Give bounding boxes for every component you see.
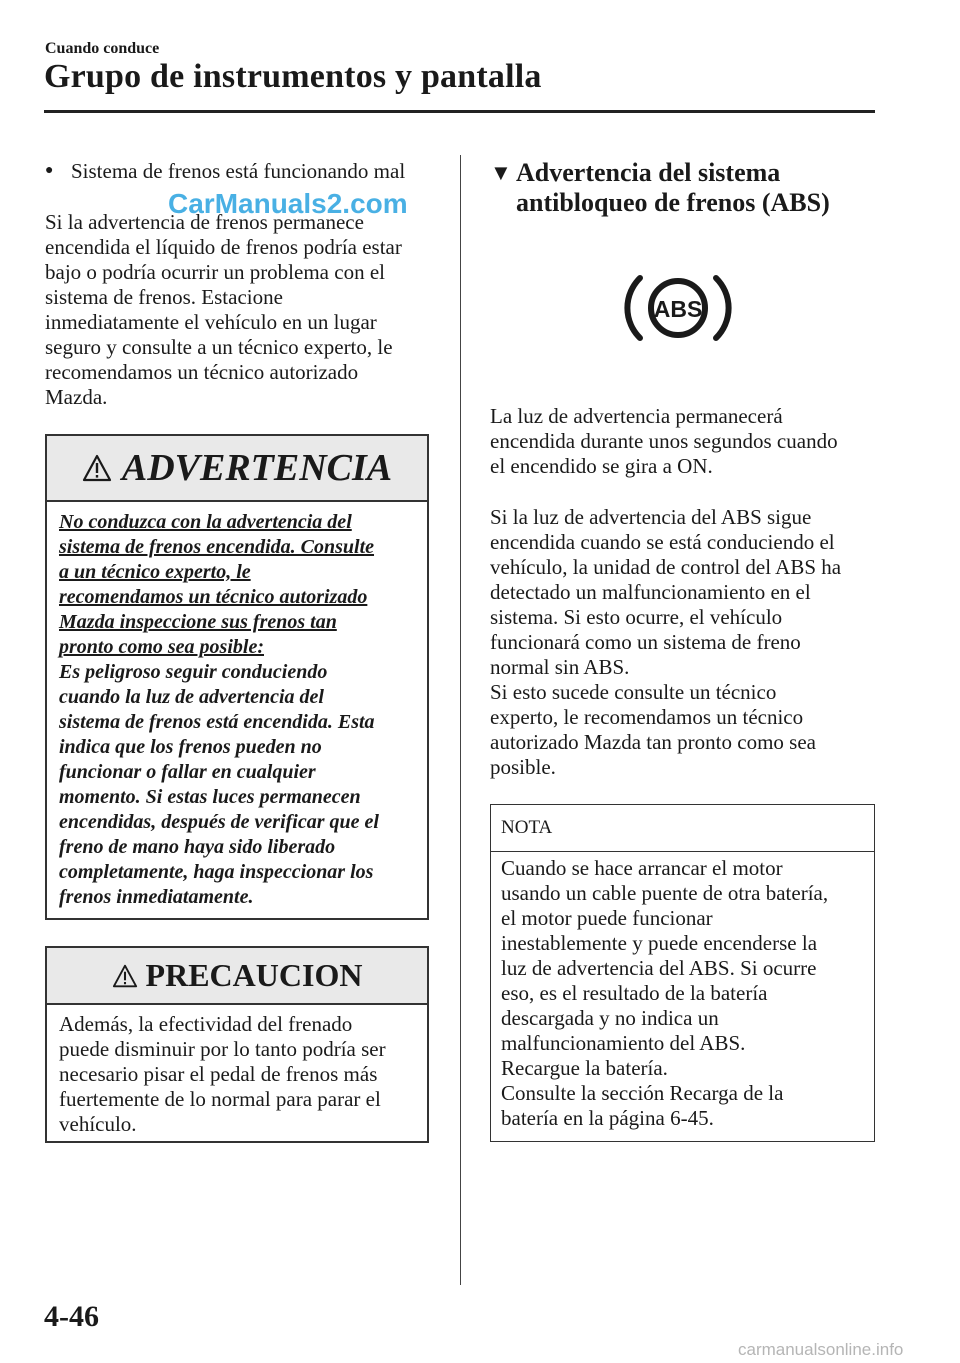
warning-title: ADVERTENCIA <box>121 447 393 489</box>
warning-header <box>47 436 427 502</box>
page-number: 4-46 <box>44 1300 99 1333</box>
caution-title: PRECAUCION <box>145 957 363 993</box>
warning-body <box>47 502 427 910</box>
warning-box <box>45 434 429 920</box>
warning-triangle-icon <box>112 964 138 988</box>
bullet-text: Sistema de frenos está funcionando mal <box>71 159 406 183</box>
watermark-top: CarManuals2.com <box>168 188 408 219</box>
abs-paragraph-2: Si la luz de advertencia del ABS sigue encendida cuando se está conduciendo el vehículo, la unidad de control del ABS ha detectado un malfuncionamiento en el sistema. Si esto ocurre, el vehículo funcionará como un sistema de freno normal sin ABS. Si esto sucede consulte un técnico experto, le recomendamos un técnico autorizado Mazda tan pronto como sea posible. <box>490 505 842 779</box>
caution-text: Además, la efectividad del frenado puede disminuir por lo tanto podría ser necesario pisar el pedal de frenos más fuertemente de lo normal para parar el vehículo. <box>59 1012 386 1136</box>
abs-section-heading <box>490 158 870 218</box>
note-title: NOTA <box>491 805 874 852</box>
brake-warning-paragraph: Si la advertencia de frenos permanece encendida el líquido de frenos podría estar bajo o podría ocurrir un problema con el sistema de frenos. Estacione inmediatamente el vehículo en un lugar seguro y consulte a un técnico experto, le recomendamos un técnico autorizado Mazda. <box>45 210 402 409</box>
section-label: Cuando conduce <box>45 40 160 57</box>
caution-box <box>45 946 429 1143</box>
abs-heading-text: Advertencia del sistema antibloqueo de frenos (ABS) <box>516 158 830 217</box>
abs-paragraph-1: La luz de advertencia permanecerá encendida durante unos segundos cuando el encendido se gira a ON. <box>490 404 838 478</box>
note-text: Cuando se hace arrancar el motor usando un cable puente de otra batería, el motor puede funcionar inestablemente y puede encenderse la luz de advertencia del ABS. Si ocurre eso, es el resultado de la batería descargada y no indica un malfuncionamiento del ABS. Recargue la batería. Consulte la sección Recarga de la batería en la página 6-45. <box>501 856 829 1130</box>
bullet-item <box>45 158 445 184</box>
abs-warning-light-icon <box>620 268 736 348</box>
warning-triangle-icon <box>82 454 112 482</box>
watermark-bottom: carmanualsonline.info <box>738 1340 904 1359</box>
column-divider <box>460 155 461 1285</box>
abs-icon-label: ABS <box>653 296 703 322</box>
page-title: Grupo de instrumentos y pantalla <box>44 58 542 95</box>
warning-text: Es peligroso seguir conduciendo cuando la luz de advertencia del sistema de frenos está encendida. Esta indica que los frenos pueden no funcionar o fallar en cualquier momento. Si estas luces permanecen encendidas, después de verificar que el freno de mano haya sido liberado completamente, haga inspeccionar los frenos inmediatamente. <box>59 661 379 908</box>
triangle-down-icon: ▼ <box>490 160 512 185</box>
header-divider <box>44 110 875 113</box>
note-box <box>490 804 875 1142</box>
caution-header <box>47 948 427 1005</box>
warning-underlined-text: No conduzca con la advertencia del sistema de frenos encendida. Consulte a un técnico experto, le recomendamos un técnico autorizado Mazda inspeccione sus frenos tan pronto como sea posible: <box>59 511 375 658</box>
bullet-dot-icon: ● <box>45 163 54 178</box>
